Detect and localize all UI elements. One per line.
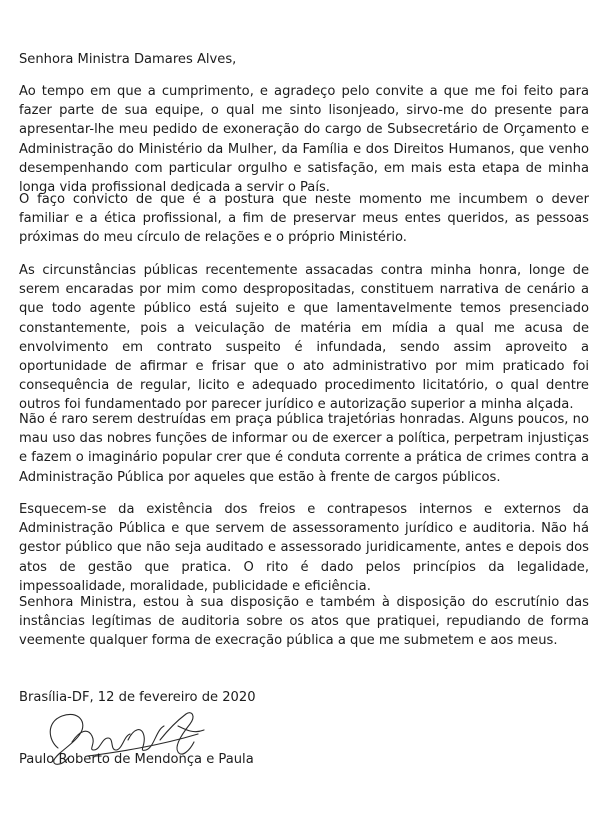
paragraph-resignation-request: Ao tempo em que a cumprimento, e agradeço pelo convite a que me foi feito para fazer parte de sua equipe, o qual me sinto lisonjeado, sirvo-me do presente para apresentar-lhe meu pedido de exoneração do cargo de Subsecretário de Orçamento e Administração do Ministério da Mulher, da Família e dos Direitos Humanos, que venho desempenhando com particular orgulho e satisfação, em mais esta etapa de minha longa vida profissional dedicada a servir o País. — [19, 84, 589, 196]
paragraph-public-trajectories: Não é raro serem destruídas em praça pública trajetórias honradas. Alguns poucos, no mau uso das nobres funções de informar ou de exercer a política, perpetram injustiças e fazem o imaginário popular crer que é conduta corrente a prática de crimes contra a Administração Pública por aqueles que estão à frente de cargos públicos. — [19, 412, 589, 485]
paragraph-checks-and-balances: Esquecem-se da existência dos freios e contrapesos internos e externos da Administração Pública e que servem de assessoramento jurídico e auditoria. Não há gestor público que não seja auditado e assessorado juridicamente, antes e depois dos atos de gestão que pratica. O rito é dado pelos princípios da legalidade, impessoalidade, moralidade, publicidade e eficiência. — [19, 502, 589, 594]
salutation: Senhora Ministra Damares Alves, — [19, 52, 237, 67]
paragraph-circumstances: As circunstâncias públicas recentemente assacadas contra minha honra, longe de serem encaradas por mim como despropositadas, constituem narrativa de cenário a que todo agente público está sujeito e que lamentavelmente temos presenciado constantemente, pois a veiculação de matéria em mídia a qual me acusa de envolvimento em contrato suspeito é infundada, sendo assim aproveito a oportunidade de afirmar e frisar que o ato administrativo por mim praticado foi consequência de regular, licito e adequado procedimento licitatório, o qual dentre outros foi fundamentado por parecer jurídico e autorização superior a minha alçada. — [19, 263, 589, 413]
date-line: Brasília-DF, 12 de fevereiro de 2020 — [19, 690, 256, 705]
paragraph-motivation: O faço convicto de que é a postura que neste momento me incumbem o dever familiar e a ética profissional, a fim de preservar meus entes queridos, as pessoas próximas do meu círculo de relações e o próprio Ministério. — [19, 192, 589, 246]
paragraph-closing: Senhora Ministra, estou à sua disposição e também à disposição do escrutínio das instâncias legítimas de auditoria sobre os atos que pratiquei, repudiando de forma veemente qualquer forma de execração pública a que me submetem e aos meus. — [19, 595, 589, 649]
signatory-name: Paulo Roberto de Mendonça e Paula — [19, 752, 254, 767]
